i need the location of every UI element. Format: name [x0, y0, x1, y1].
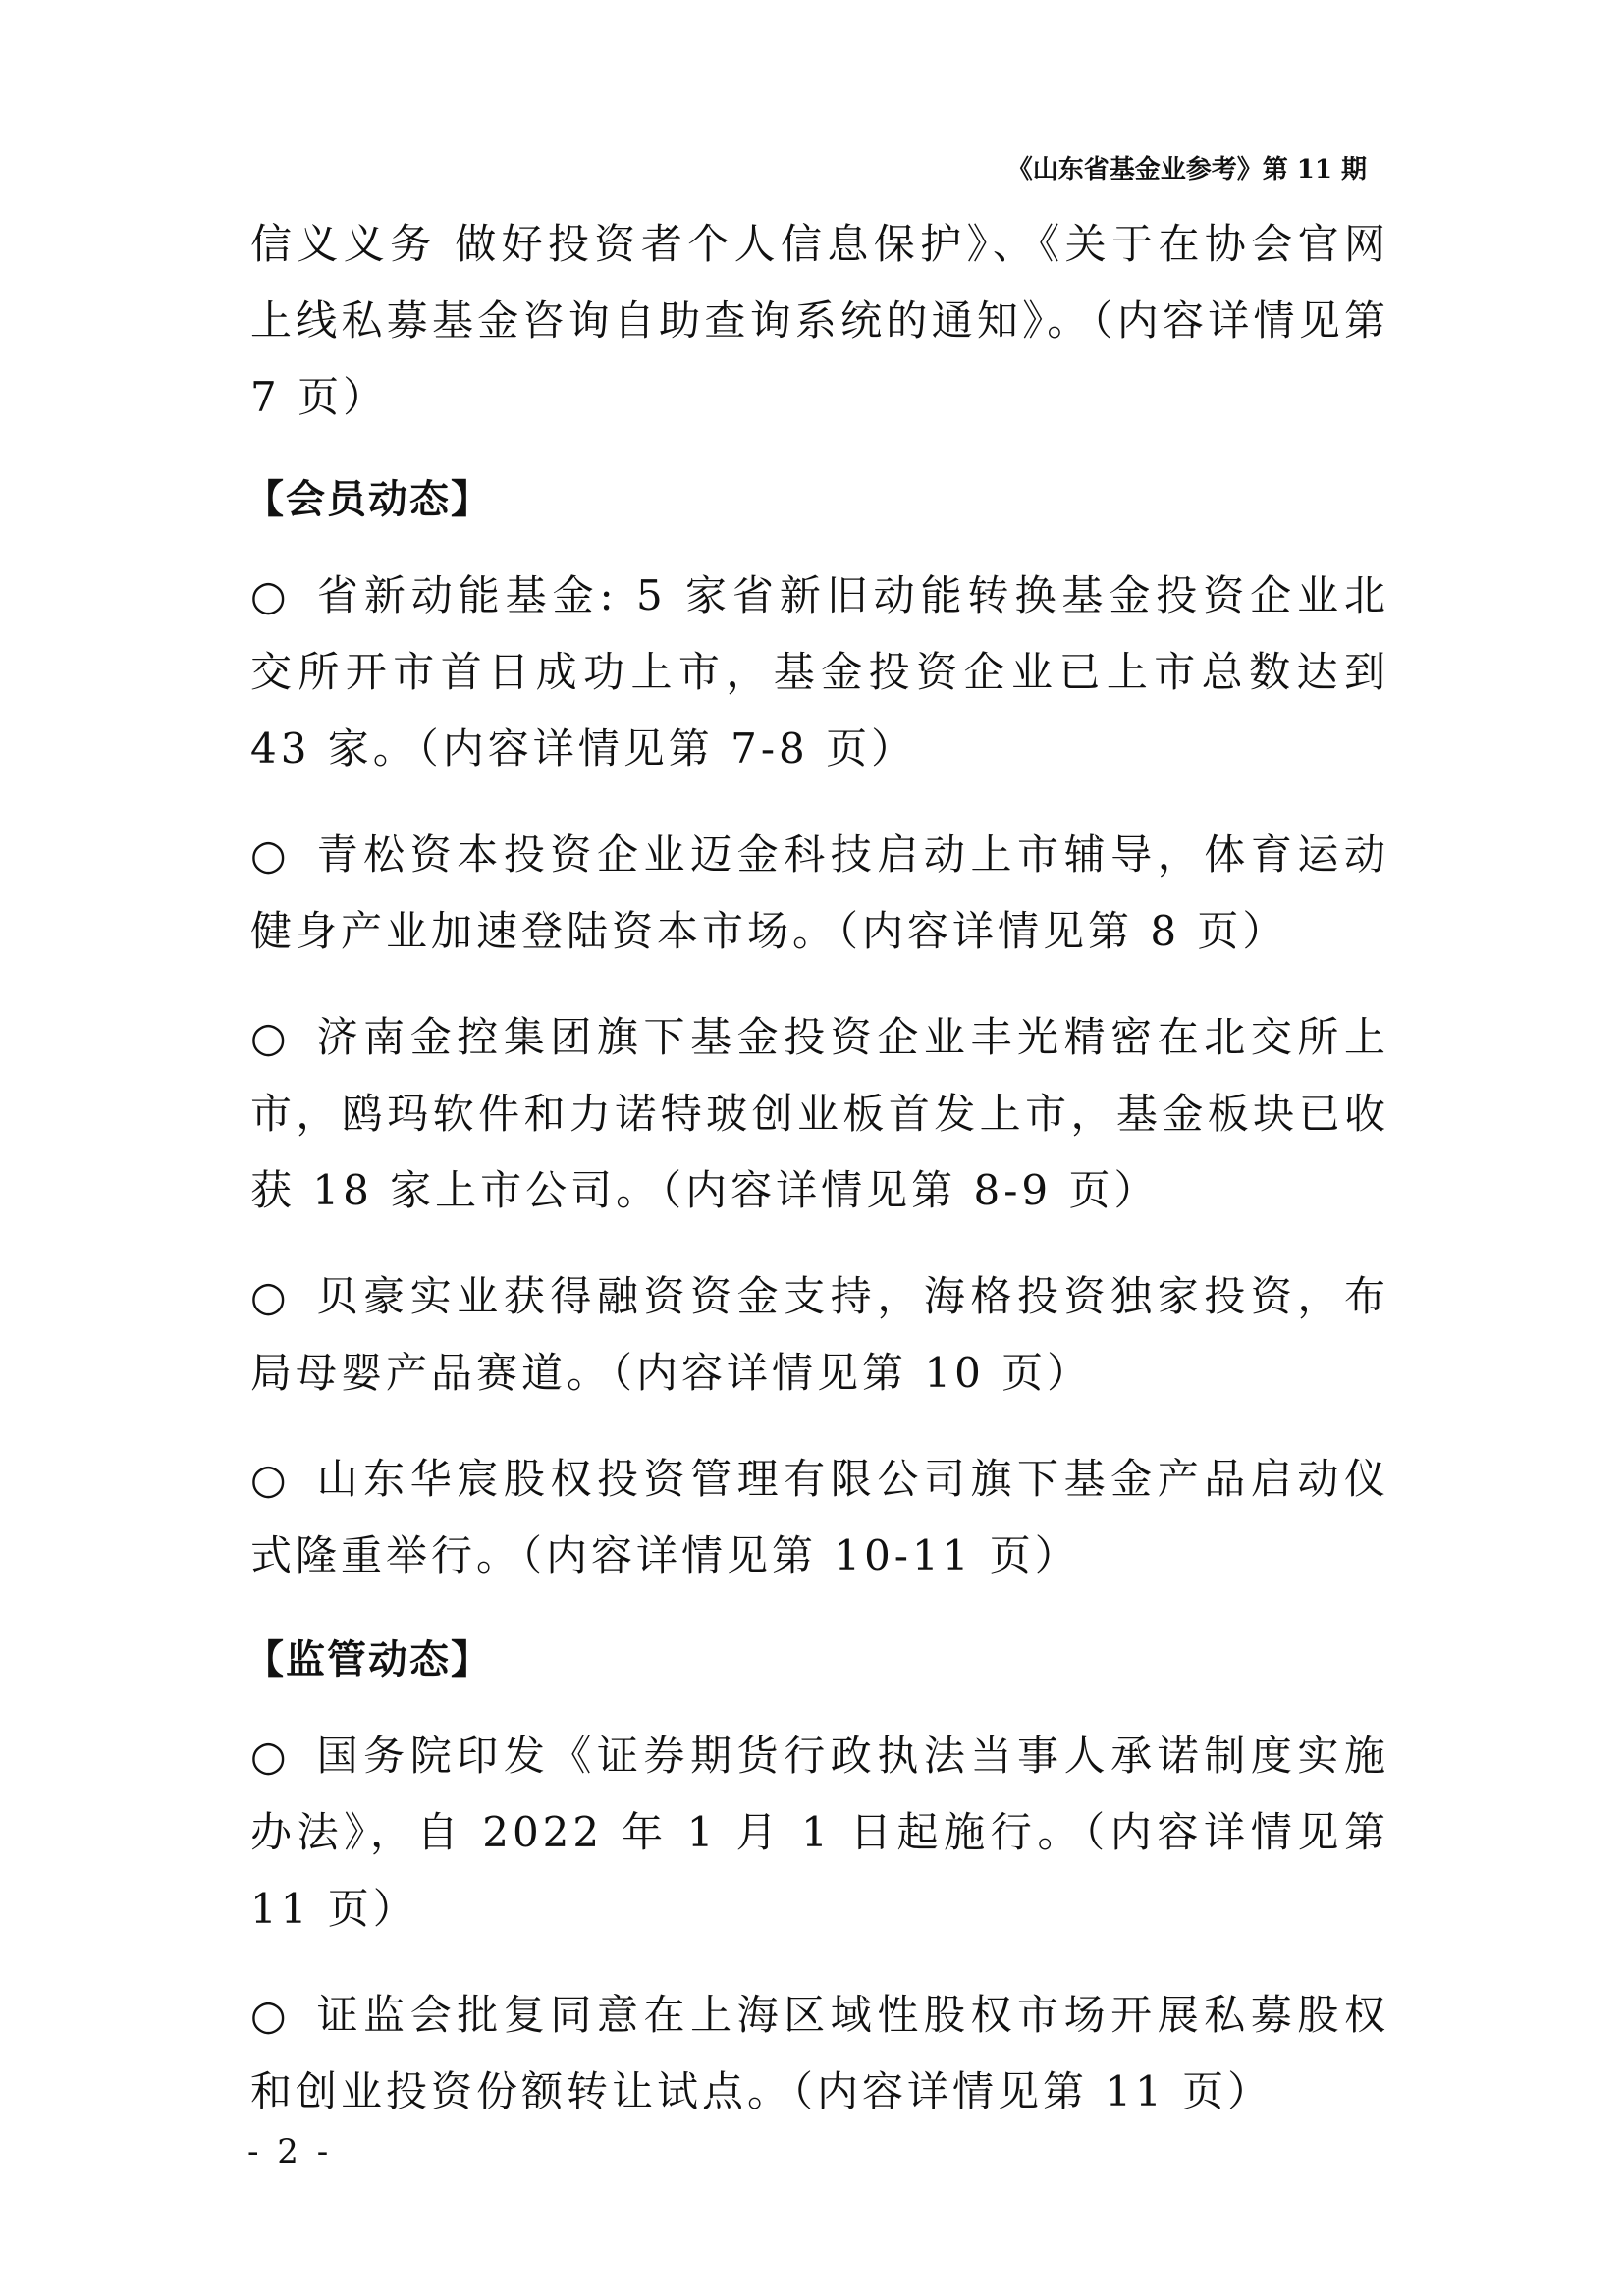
list-item	[250, 1977, 1389, 2130]
circle-bullet-icon: ○	[250, 1991, 291, 2039]
list-item	[250, 558, 1389, 787]
circle-bullet-icon: ○	[250, 830, 291, 879]
list-item-text: 国务院印发《证券期货行政执法当事人承诺制度实施办法》，自 2022 年 1 月 1 日起施行。（内容详情见第 11 页）	[250, 1732, 1389, 1933]
circle-bullet-icon: ○	[250, 1455, 291, 1503]
section-title: 【监管动态】	[244, 1636, 492, 1682]
page-number: - 2 -	[247, 2132, 333, 2171]
list-item-text: 山东华宸股权投资管理有限公司旗下基金产品启动仪式隆重举行。（内容详情见第 10-11 页）	[250, 1455, 1389, 1579]
list-item	[250, 1441, 1389, 1594]
list-item	[250, 817, 1389, 970]
list-item-text: 贝豪实业获得融资资金支持，海格投资独家投资，布局母婴产品赛道。（内容详情见第 10 页）	[250, 1272, 1389, 1397]
lead-paragraph: 信义义务 做好投资者个人信息保护》、《关于在协会官网上线私募基金咨询自助查询系统的通知》。（内容详情见第 7 页）	[250, 220, 1389, 421]
list-item-text: 证监会批复同意在上海区域性股权市场开展私募股权和创业投资份额转让试点。（内容详情见第 11 页）	[250, 1991, 1389, 2115]
circle-bullet-icon: ○	[250, 571, 291, 619]
page-body	[244, 206, 1389, 2160]
section-member-news	[244, 461, 1389, 1594]
section-regulatory-news	[244, 1622, 1389, 2130]
circle-bullet-icon: ○	[250, 1013, 291, 1061]
list-item	[250, 1258, 1389, 1412]
section-title: 【会员动态】	[244, 476, 492, 522]
list-item-text: 省新动能基金: 5 家省新旧动能转换基金投资企业北交所开市首日成功上市，基金投资企业已上市总数达到 43 家。（内容详情见第 7-8 页）	[250, 571, 1389, 773]
list-item	[250, 999, 1389, 1229]
list-item	[250, 1718, 1389, 1948]
running-header: 《山东省基金业参考》第 11 期	[1006, 155, 1367, 185]
list-item-text: 济南金控集团旗下基金投资企业丰光精密在北交所上市，鸥玛软件和力诺特玻创业板首发上市，基金板块已收获 18 家上市公司。（内容详情见第 8-9 页）	[250, 1013, 1389, 1214]
circle-bullet-icon: ○	[250, 1272, 291, 1320]
circle-bullet-icon: ○	[250, 1732, 291, 1780]
list-item-text: 青松资本投资企业迈金科技启动上市辅导，体育运动健身产业加速登陆资本市场。（内容详情见第 8 页）	[250, 830, 1389, 955]
